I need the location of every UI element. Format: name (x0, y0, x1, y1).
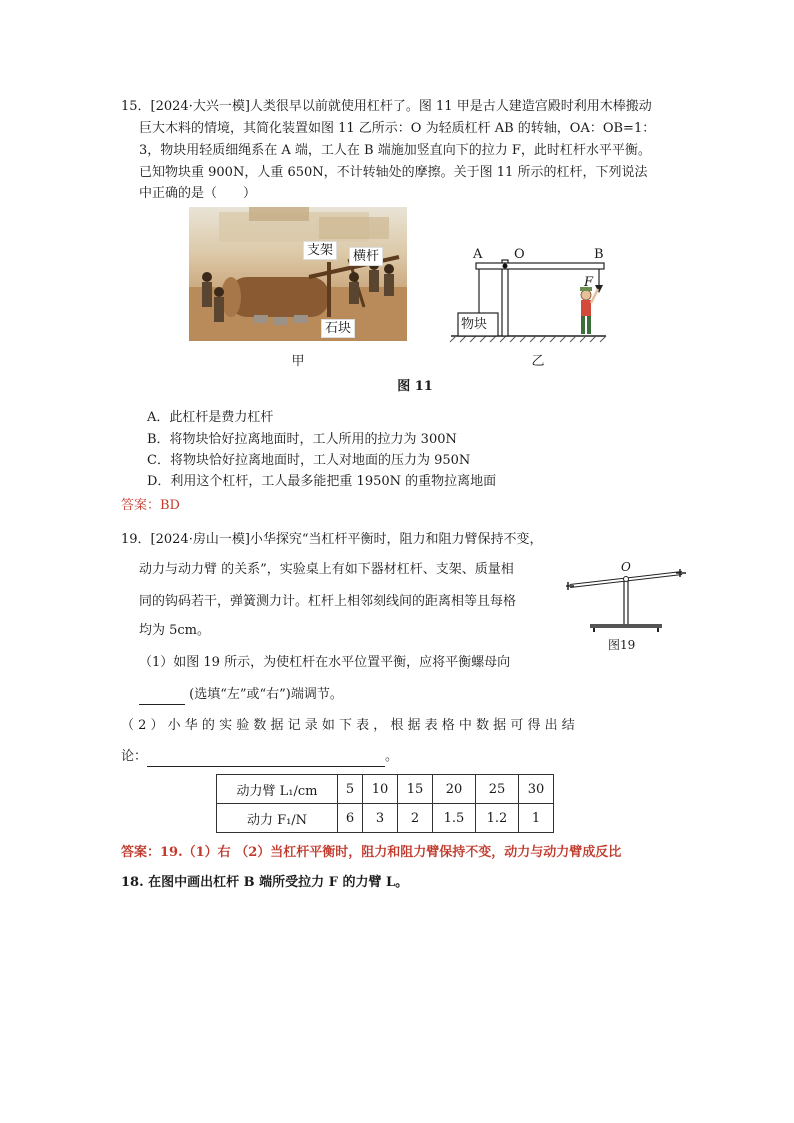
diagram-label-O: O (514, 247, 525, 262)
q19-line-3: 同的钩码若干，弹簧测力计。杠杆上相邻刻线间的距离相等且每格 (139, 594, 517, 609)
diagram-label-B: B (594, 247, 604, 262)
q15-option-b: B．将物块恰好拉离地面时，工人所用的拉力为 300N (147, 432, 457, 447)
diagram-label-F: F (584, 275, 594, 290)
q19-answer: 答案：19.（1）右 （2）当杠杆平衡时，阻力和阻力臂保持不变，动力与动力臂成反比 (121, 845, 622, 860)
q19-part2-period: 。 (385, 749, 399, 764)
q15-option-d: D．利用这个杠杆，工人最多能把重 1950N 的重物拉离地面 (147, 474, 497, 489)
q15-line-3: 3，物块用轻质细绳系在 A 端，工人在 B 端施加竖直向下的拉力 F，此时杠杆水平平衡。 (139, 143, 651, 158)
q15-line-1: 15．[2024·大兴一模]人类很早以前就使用杠杆了。图 11 甲是古人建造宫殿时利用木棒搬动 (121, 99, 652, 114)
table-cell: 15 (398, 775, 433, 804)
q19-part1-choice-text: (选填“左”或“右”)端调节。 (189, 687, 343, 702)
figure-19-label-O: O (621, 560, 631, 574)
table-cell: 25 (476, 775, 519, 804)
row-header-force: 动力 F₁/N (217, 804, 338, 833)
table-cell: 1.5 (433, 804, 476, 833)
table-row (217, 775, 554, 804)
q15-line-4: 已知物块重 900N，人重 650N，不计转轴处的摩擦。关于图 11 所示的杠杆，下列说法 (139, 165, 648, 180)
answer-blank-1[interactable] (139, 690, 185, 705)
figure-11-caption: 图 11 (397, 379, 433, 394)
data-table (216, 774, 554, 833)
q19-line-2: 动力与动力臂 的关系”，实验桌上有如下器材杠杆、支架、质量相 (139, 562, 514, 577)
photo-illustration (189, 207, 407, 341)
table-cell: 10 (363, 775, 398, 804)
ancient-construction-photo (189, 207, 407, 341)
photo-label-support: 支架 (303, 241, 337, 260)
table-row (217, 804, 554, 833)
q19-line-4: 均为 5cm。 (139, 623, 211, 638)
q19-part2-line-2 (121, 747, 398, 767)
q18-text: 18. 在图中画出杠杆 B 端所受拉力 F 的力臂 L。 (121, 875, 409, 890)
table-cell: 1 (519, 804, 554, 833)
q15-option-c: C．将物块恰好拉离地面时，工人对地面的压力为 950N (147, 453, 471, 468)
photo-label-stone: 石块 (321, 319, 355, 338)
q15-line-2: 巨大木料的情境，其简化装置如图 11 乙所示：O 为轻质杠杆 AB 的转轴，OA：OB=1： (139, 121, 656, 136)
table-cell: 2 (398, 804, 433, 833)
figure-19-caption: 图19 (608, 638, 636, 652)
table-cell: 5 (338, 775, 363, 804)
table-cell: 20 (433, 775, 476, 804)
q19-part2-line-1: （ 2 ） 小 华 的 实 验 数 据 记 录 如 下 表 ， 根 据 表 格 中 数 据 可 得 出 结 (121, 718, 575, 733)
q15-answer: 答案：BD (121, 498, 180, 513)
q15-line-5: 中正确的是（ ） (139, 186, 257, 201)
table-cell: 1.2 (476, 804, 519, 833)
q19-line-1: 19．[2024·房山一模]小华探究“当杠杆平衡时，阻力和阻力臂保持不变， (121, 532, 543, 547)
diagram-label-block: 物块 (461, 317, 488, 332)
q19-part2-conclusion-label: 论： (121, 749, 148, 764)
q19-part1-line-1: （1）如图 19 所示，为使杠杆在水平位置平衡，应将平衡螺母向 (139, 655, 511, 670)
caption-left: 甲 (291, 354, 305, 369)
q19-part1-line-2 (139, 685, 343, 705)
answer-blank-2[interactable] (147, 752, 385, 767)
diagram-label-A: A (473, 247, 483, 262)
q15-option-a: A．此杠杆是费力杠杆 (147, 410, 274, 425)
table-cell: 6 (338, 804, 363, 833)
photo-label-beam: 横杆 (349, 247, 383, 266)
table-cell: 3 (363, 804, 398, 833)
caption-right: 乙 (531, 354, 545, 369)
table-cell: 30 (519, 775, 554, 804)
row-header-arm: 动力臂 L₁/cm (217, 775, 338, 804)
